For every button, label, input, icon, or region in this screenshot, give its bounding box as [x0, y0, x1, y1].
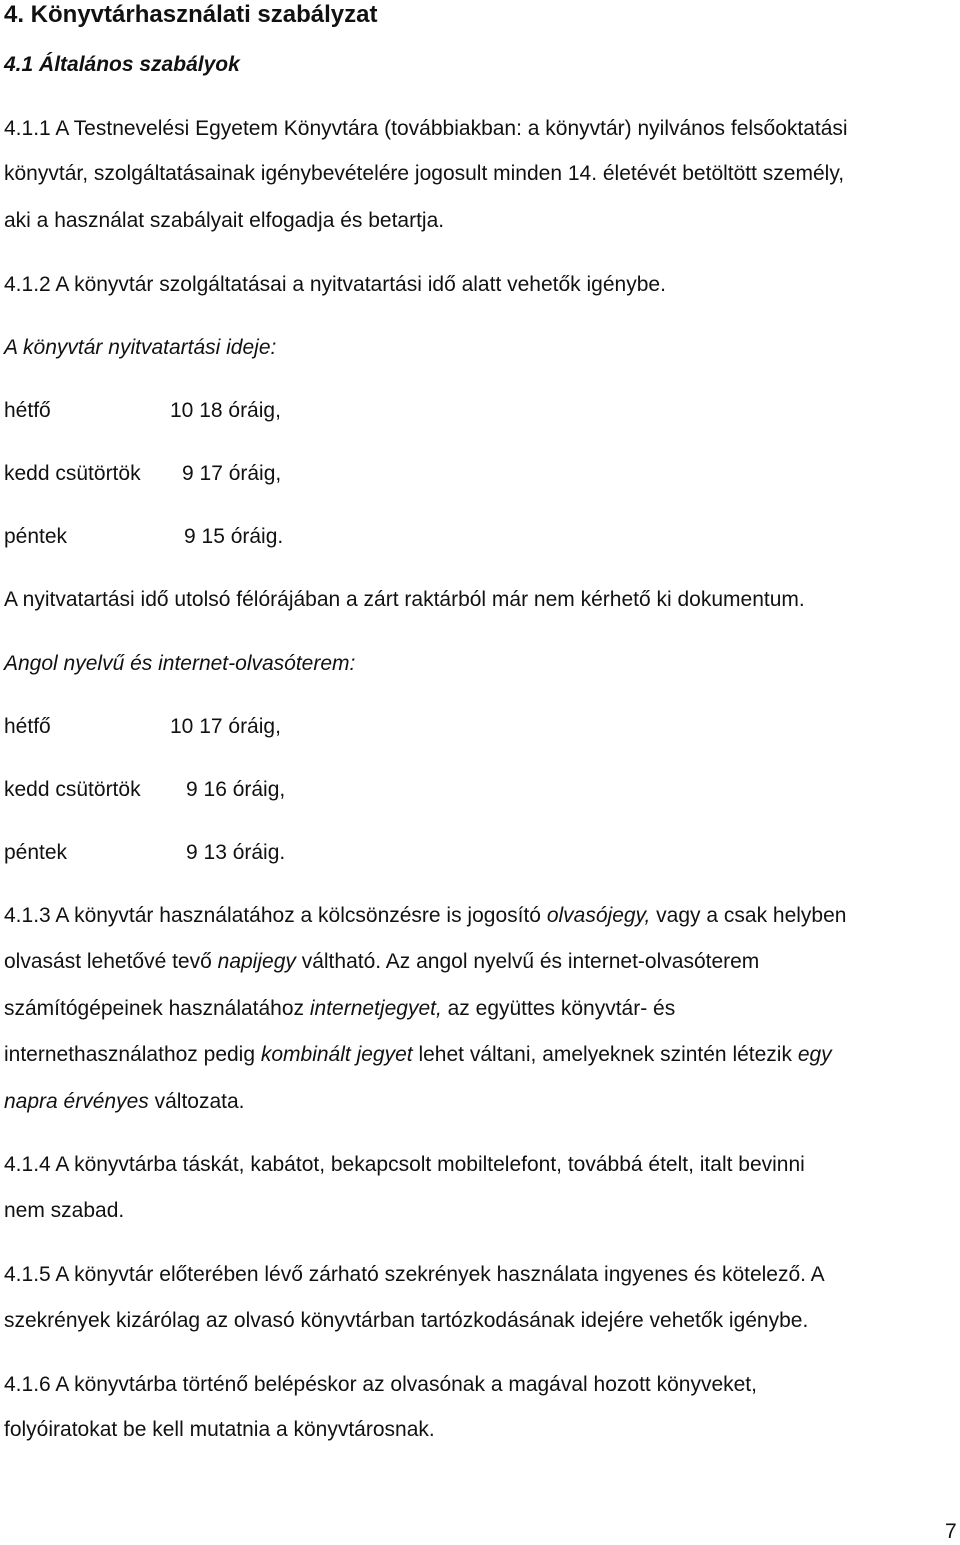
paragraph-413-line: [4, 949, 759, 975]
italic-term: napra érvényes: [4, 1090, 149, 1113]
text-span: az együttes könyvtár- és: [441, 997, 676, 1020]
paragraph-416-line: 4.1.6 A könyvtárba történő belépéskor az olvasónak a magával hozott könyveket,: [4, 1373, 757, 1396]
text-span: vagy a csak helyben: [650, 904, 847, 927]
paragraph-412: 4.1.2 A könyvtár szolgáltatásai a nyitvatartási idő alatt vehetők igénybe.: [4, 273, 666, 296]
text-span: internethasználathoz pedig: [4, 1043, 261, 1066]
italic-term: kombinált jegyet: [260, 1043, 413, 1066]
hours-time: 9 15 óráig.: [184, 525, 284, 548]
hours-day: péntek: [4, 525, 68, 548]
paragraph-411-line: 4.1.1 A Testnevelési Egyetem Könyvtára (továbbiakban: a könyvtár) nyilvános felsőoktatási: [4, 117, 848, 140]
paragraph-415-line: 4.1.5 A könyvtár előterében lévő zárható szekrények használata ingyenes és kötelező. A: [4, 1263, 825, 1286]
paragraph-414-line: 4.1.4 A könyvtárba táskát, kabátot, bekapcsolt mobiltelefont, továbbá ételt, italt bevinni: [4, 1153, 805, 1176]
hours-time: 10 17 óráig,: [170, 715, 281, 738]
italic-term: olvasójegy,: [546, 904, 651, 927]
hours-day: kedd csütörtök: [4, 462, 141, 485]
text-span: számítógépeinek használatához: [4, 997, 310, 1020]
hours-day: hétfő: [4, 399, 51, 422]
paragraph-415-line: szekrények kizárólag az olvasó könyvtárban tartózkodásának idejére vehetők igénybe.: [4, 1309, 809, 1332]
paragraph-416-line: folyóiratokat be kell mutatnia a könyvtárosnak.: [4, 1418, 435, 1441]
paragraph-413-line: [4, 1042, 832, 1068]
text-span: olvasást lehetővé tevő: [4, 950, 218, 973]
page-number: 7: [945, 1520, 957, 1543]
paragraph-411-line: könyvtár, szolgáltatásainak igénybevételére jogosult minden 14. életévét betöltött személy,: [4, 162, 845, 185]
hours-time: 10 18 óráig,: [170, 399, 281, 422]
italic-term: egy: [797, 1043, 832, 1066]
italic-term: internetjegyet,: [309, 997, 442, 1020]
hours-day: hétfő: [4, 715, 51, 738]
hours-day: kedd csütörtök: [4, 778, 141, 801]
text-span: 4.1.3 A könyvtár használatához a kölcsönzésre is jogosító: [4, 904, 547, 927]
text-span: változata.: [148, 1090, 245, 1113]
text-span: lehet váltani, amelyeknek szintén létezik: [412, 1043, 798, 1066]
hours-time: 9 16 óráig,: [186, 778, 286, 801]
paragraph-411-line: aki a használat szabályait elfogadja és betartja.: [4, 209, 445, 232]
page-title: 4. Könyvtárhasználati szabályzat: [4, 1, 378, 28]
english-room-title: Angol nyelvű és internet-olvasóterem:: [4, 652, 356, 675]
paragraph-413-line: [4, 996, 675, 1022]
text-span: váltható. Az angol nyelvű és internet-olvasóterem: [295, 950, 760, 973]
hours-time: 9 17 óráig,: [182, 462, 282, 485]
paragraph-413-line: [4, 1089, 245, 1115]
hours-time: 9 13 óráig.: [186, 841, 286, 864]
paragraph-414-line: nem szabad.: [4, 1199, 125, 1222]
opening-hours-title: A könyvtár nyitvatartási ideje:: [4, 336, 277, 359]
italic-term: napijegy: [217, 950, 296, 973]
hours-day: péntek: [4, 841, 68, 864]
note-paragraph: A nyitvatartási idő utolsó félórájában a zárt raktárból már nem kérhető ki dokumentum.: [4, 588, 805, 611]
section-heading: 4.1 Általános szabályok: [4, 53, 240, 76]
paragraph-413-line: [4, 903, 846, 929]
